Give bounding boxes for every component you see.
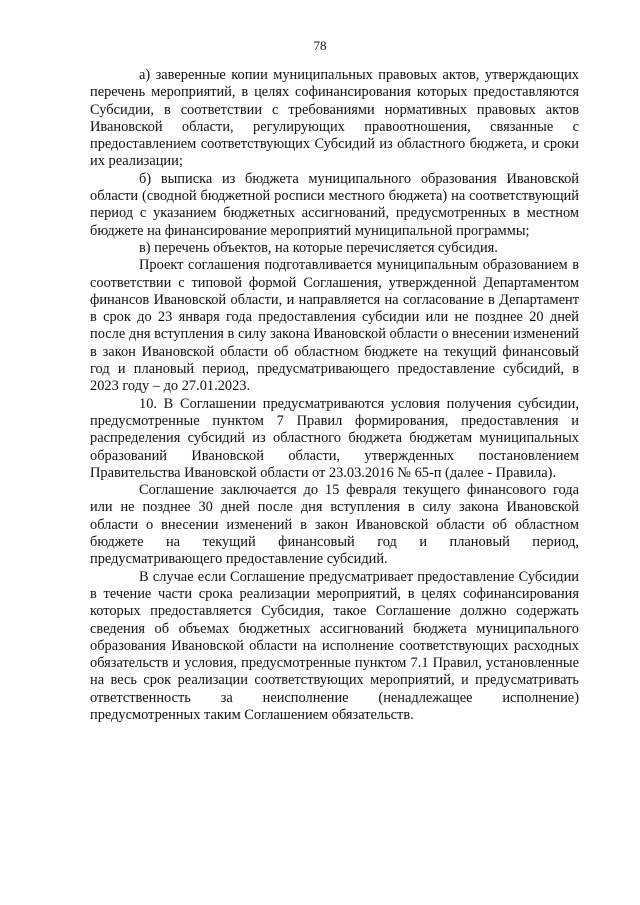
paragraph-agreement-deadline: Соглашение заключается до 15 февраля текущего финансового года или не позднее 30 дней после дня вступления в силу закона Ивановской области о внесении изменений в закон Ивановской области об областном бюджете на текущий финансовый год и плановый период, предусматривающего предоставление субсидий. — [90, 482, 579, 568]
paragraph-partial-term: В случае если Соглашение предусматривает предоставление Субсидии в течение части срока реализации мероприятий, в целях софинансирования которых предоставляется Субсидия, такое Соглашение должно содержать сведения об объемах бюджетных ассигнований бюджета муниципального образования Ивановской области на исполнение соответствующих расходных обязательств и условия, предусмотренные пунктом 7.1 Правил, установленные на весь срок реализации соответствующих мероприятий, и предусматривать ответственность за неисполнение (ненадлежащее исполнение) предусмотренных таким Соглашением обязательств. — [90, 568, 579, 723]
paragraph-10: 10. В Соглашении предусматриваются условия получения субсидии, предусмотренные пунктом 7 Правил формирования, предоставления и распределения субсидий из областного бюджета бюджетам муниципальных образований Ивановской области, утвержденных постановлением Правительства Ивановской области от 23.03.2016 № 65-п (далее - Правила). — [90, 395, 579, 481]
body-text — [90, 67, 579, 724]
page-number: 78 — [313, 38, 327, 53]
paragraph-b: б) выписка из бюджета муниципального образования Ивановской области (сводной бюджетной росписи местного бюджета) на соответствующий период с указанием бюджетных ассигнований, предусмотренных в местном бюджете на финансирование мероприятий муниципальной программы; — [90, 170, 579, 239]
paragraph-v: в) перечень объектов, на которые перечисляется субсидия. — [139, 239, 498, 256]
paragraph-agreement-draft: Проект соглашения подготавливается муниципальным образованием в соответствии с типовой формой Соглашения, утвержденной Департаментом финансов Ивановской области, и направляется на согласование в Департамент в срок до 23 января года предоставления субсидии или не позднее 20 дней после дня вступления в силу закона Ивановской области о внесении изменений в закон Ивановской области об областном бюджете на текущий финансовый год и плановый период, предусматривающего предоставление субсидий, в 2023 году – до 27.01.2023. — [90, 257, 579, 395]
paragraph-a: а) заверенные копии муниципальных правовых актов, утверждающих перечень мероприятий, в целях софинансирования которых предоставляются Субсидии, в соответствии с требованиями нормативных правовых актов Ивановской области, регулирующих правоотношения, связанные с предоставлением соответствующих Субсидий из областного бюджета, и сроки их реализации; — [90, 67, 579, 170]
